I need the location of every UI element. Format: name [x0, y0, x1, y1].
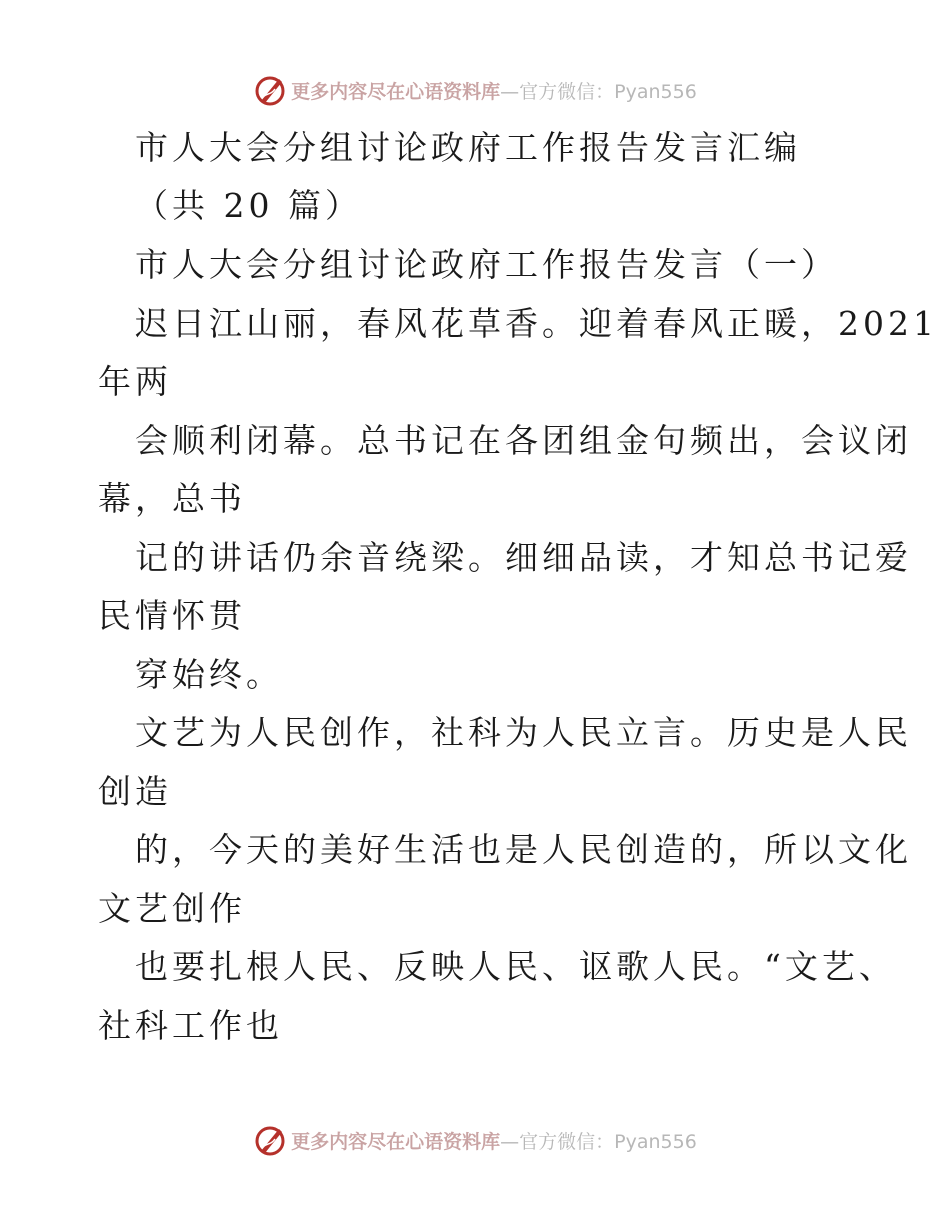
paragraph-line: 社科工作也 — [98, 1006, 283, 1045]
paragraph-line: 迟日江山丽，春风花草香。迎着春风正暖，2021 — [135, 304, 938, 343]
paragraph-line: 穿始终。 — [135, 655, 283, 694]
paragraph-line: 文艺创作 — [98, 889, 246, 928]
paragraph-line: 会顺利闭幕。总书记在各团组金句频出，会议闭 — [135, 421, 912, 460]
watermark-header — [0, 70, 950, 110]
paragraph-line: 也要扎根人民、反映人民、讴歌人民。“文艺、 — [135, 947, 896, 986]
paragraph-line: 文艺为人民创作，社科为人民立言。历史是人民 — [135, 713, 912, 752]
quill-pen-logo-icon — [253, 1123, 287, 1157]
paragraph-line: 的，今天的美好生活也是人民创造的，所以文化 — [135, 830, 912, 869]
watermark-footer — [0, 1120, 950, 1160]
section-heading: 市人大会分组讨论政府工作报告发言（一） — [135, 245, 838, 284]
document-title: 市人大会分组讨论政府工作报告发言汇编 — [135, 128, 801, 167]
watermark-sub-text: —官方微信：Pyan556 — [500, 80, 697, 103]
paragraph-line: 记的讲话仍余音绕梁。细细品读，才知总书记爱 — [135, 538, 912, 577]
watermark-main-text: 更多内容尽在心语资料库 — [291, 80, 501, 103]
quill-pen-logo-icon — [253, 73, 287, 107]
paragraph-line: 民情怀贯 — [98, 596, 246, 635]
document-subtitle: （共 20 篇） — [135, 186, 362, 225]
paragraph-line: 幕，总书 — [98, 479, 246, 518]
watermark-sub-text: —官方微信：Pyan556 — [500, 1130, 697, 1153]
paragraph-line: 创造 — [98, 772, 172, 811]
watermark-main-text: 更多内容尽在心语资料库 — [291, 1130, 501, 1153]
paragraph-line: 年两 — [98, 362, 172, 401]
